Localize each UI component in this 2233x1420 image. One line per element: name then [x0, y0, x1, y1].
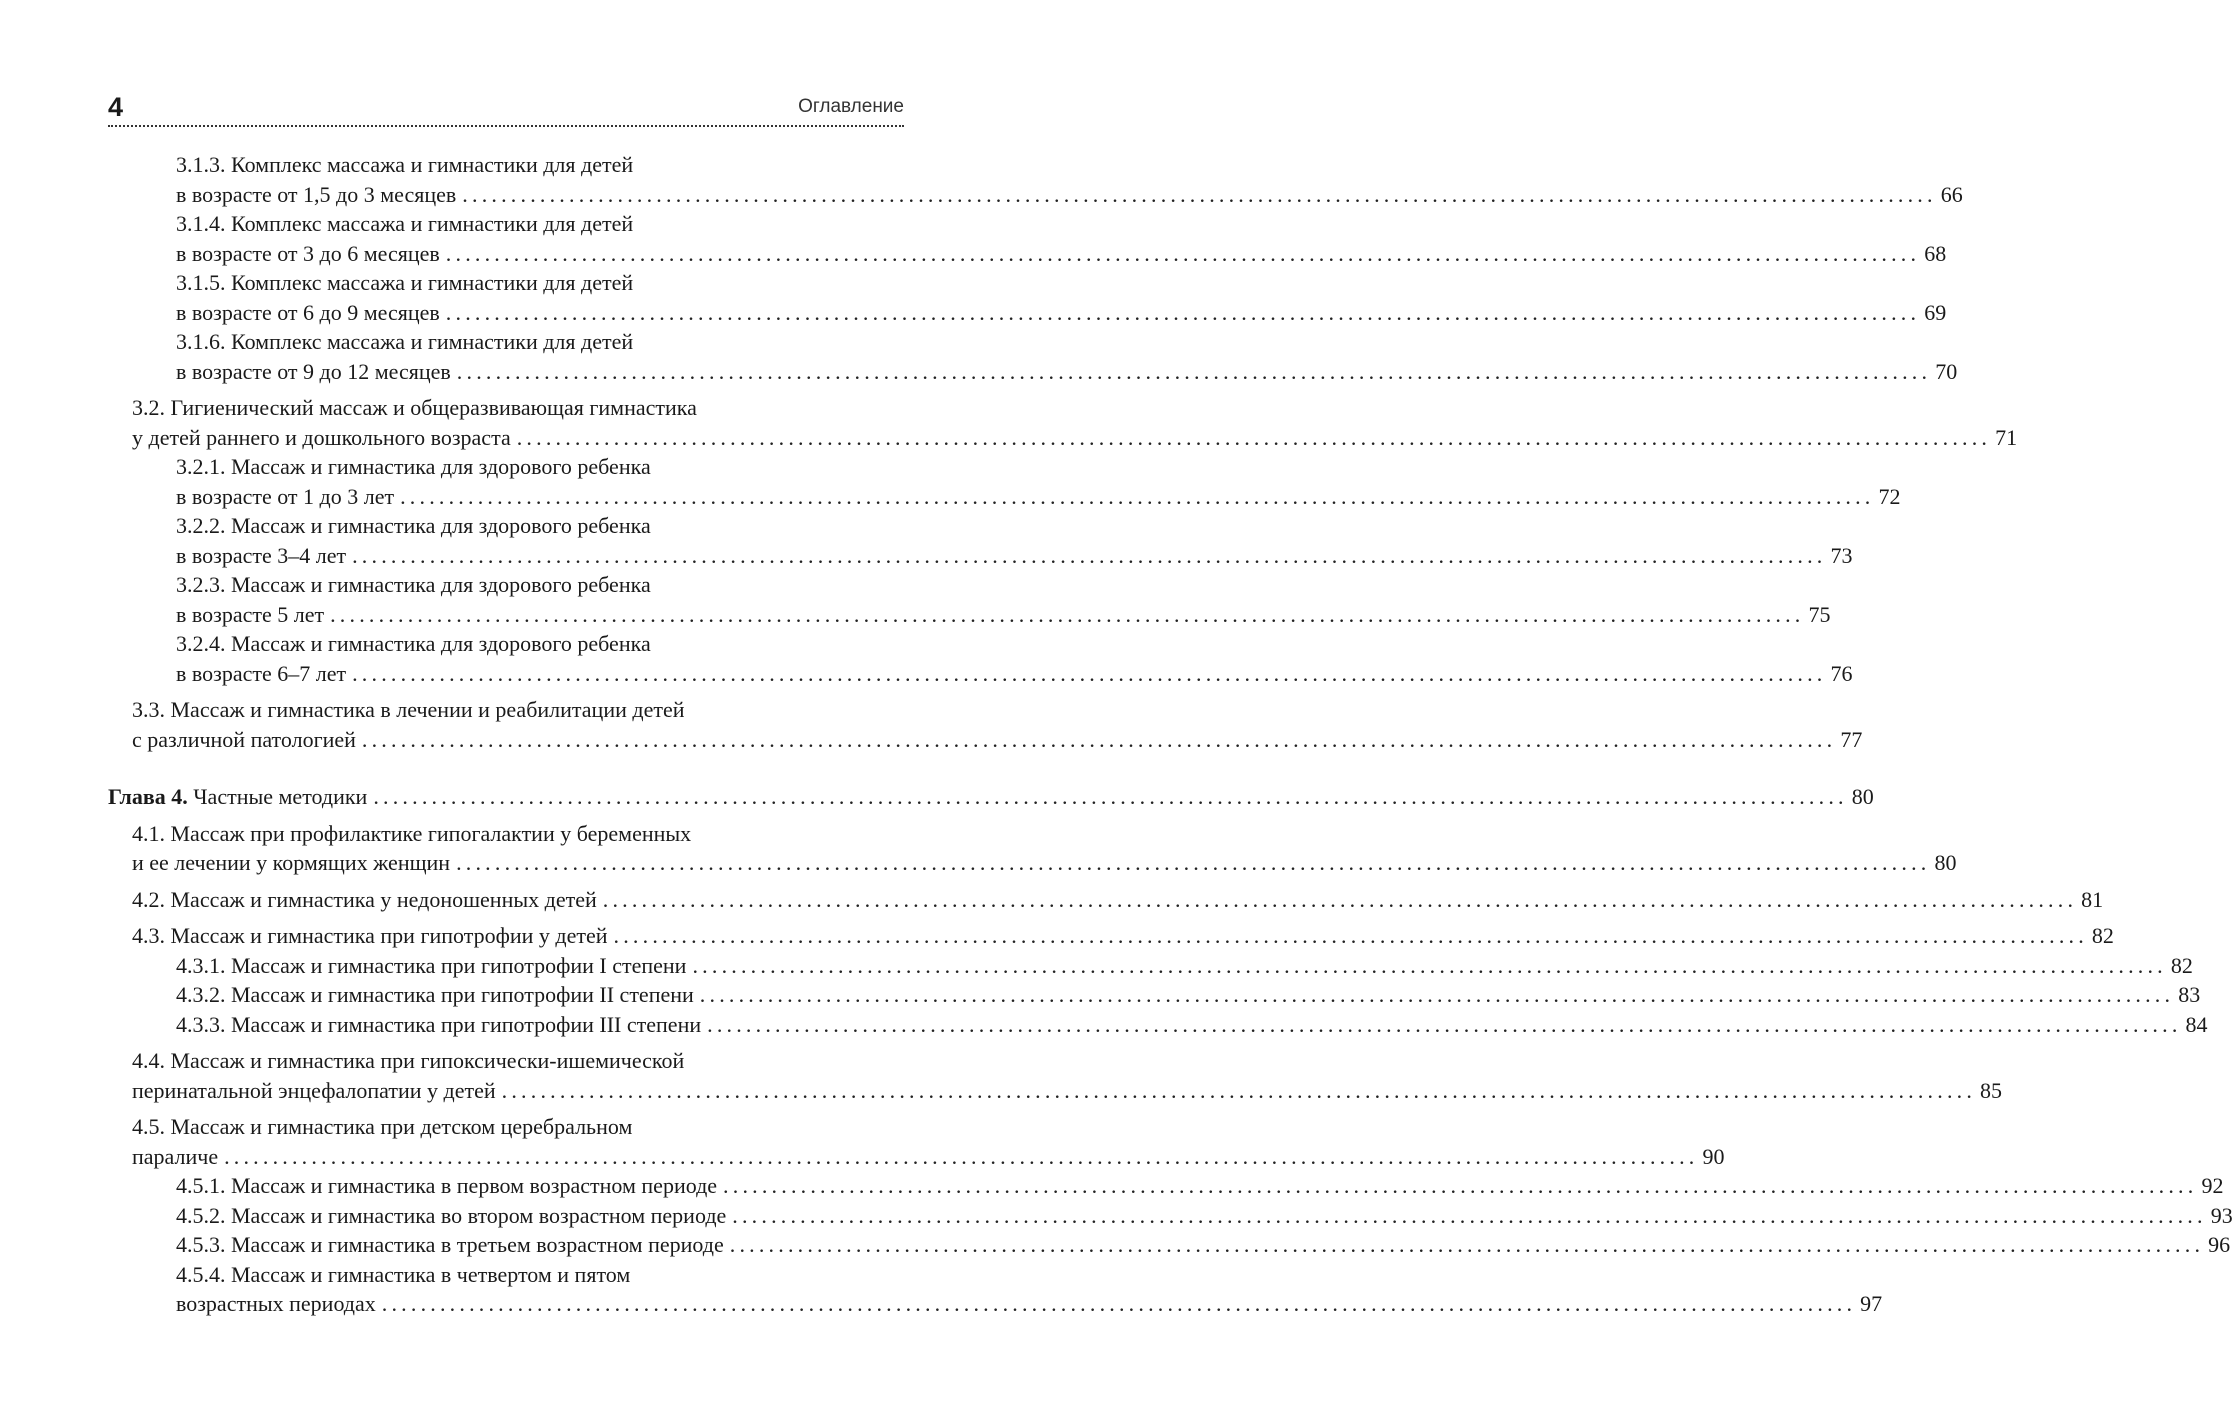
- toc-entry[interactable]: [108, 393, 2018, 452]
- toc-entry[interactable]: [108, 1112, 1725, 1171]
- toc-entry-title: 3.2.4. Массаж и гимнастика для здорового ребенка: [176, 631, 651, 656]
- dot-leader: ........................................................................................................................................................: [224, 1143, 1699, 1169]
- toc-entry[interactable]: [108, 511, 1853, 570]
- toc-page-number[interactable]: 96: [2208, 1232, 2231, 1257]
- toc-page-number[interactable]: 75: [1808, 601, 1831, 627]
- dot-leader: ........................................................................................................................................................: [400, 483, 1875, 509]
- toc-page-number[interactable]: 80: [1934, 850, 1957, 875]
- toc-entry-line: [176, 951, 2193, 981]
- toc-page-number[interactable]: 72: [1878, 483, 1901, 509]
- page-number: 4: [108, 92, 124, 122]
- header-dotted-rule: [108, 125, 904, 127]
- toc-entry[interactable]: [108, 1046, 2003, 1105]
- toc-entry-text: 4.2. Массаж и гимнастика у недоношенных детей: [132, 886, 597, 912]
- dot-leader: ........................................................................................................................................................: [501, 1077, 1977, 1103]
- dot-leader: ........................................................................................................................................................: [692, 952, 2167, 978]
- toc-entry-title: 3.2. Гигиенический массаж и общеразвивающая гимнастика: [132, 395, 697, 420]
- running-title: Оглавление: [798, 96, 904, 117]
- toc-entry-line: [132, 848, 1957, 878]
- toc-entry-text: в возрасте от 3 до 6 месяцев: [176, 240, 440, 266]
- chapter-label: Глава 4.: [108, 784, 188, 809]
- toc-page-number[interactable]: 84: [2185, 1011, 2208, 1037]
- toc-entry[interactable]: [108, 1230, 2231, 1260]
- toc-entry-title: 3.3. Массаж и гимнастика в лечении и реабилитации детей: [132, 697, 685, 722]
- dot-leader: ........................................................................................................................................................: [516, 424, 1992, 450]
- dot-leader: ........................................................................................................................................................: [352, 660, 1827, 686]
- toc-page-number[interactable]: 69: [1924, 299, 1947, 325]
- toc-page-number[interactable]: 93: [2210, 1202, 2233, 1228]
- toc-entry[interactable]: [108, 980, 2201, 1010]
- toc-entry[interactable]: [108, 327, 1958, 386]
- toc-entry-title: 4.1. Массаж при профилактике гипогалактии у беременных: [132, 820, 692, 846]
- toc-page-number[interactable]: 81: [2081, 886, 2104, 912]
- toc-page-number[interactable]: 76: [1830, 660, 1853, 686]
- toc-entry-line: [176, 482, 1901, 512]
- toc-entry-text: возрастных периодах: [176, 1291, 376, 1316]
- dot-leader: ........................................................................................................................................................: [729, 1232, 2205, 1257]
- toc-entry-title: 4.5. Массаж и гимнастика при детском церебральном: [132, 1114, 633, 1139]
- toc-entry-text: 4.5.1. Массаж и гимнастика в первом возрастном периоде: [176, 1173, 718, 1198]
- toc-entry-line: [132, 1076, 2003, 1106]
- toc-entry-line: [132, 921, 2114, 951]
- toc-page-number[interactable]: 92: [2201, 1173, 2224, 1198]
- dot-leader: ........................................................................................................................................................: [445, 240, 1921, 266]
- dot-leader: ........................................................................................................................................................: [456, 850, 1931, 875]
- page-header: [108, 92, 904, 132]
- toc-entry-text: в возрасте от 6 до 9 месяцев: [176, 299, 440, 325]
- toc-entry-text: 4.5.2. Массаж и гимнастика во втором возрастном периоде: [176, 1202, 727, 1228]
- dot-leader: ........................................................................................................................................................: [602, 886, 2078, 912]
- toc-page-number[interactable]: 97: [1860, 1291, 1883, 1316]
- dot-leader: ........................................................................................................................................................: [445, 299, 1921, 325]
- dot-leader: ........................................................................................................................................................: [381, 1291, 1857, 1316]
- toc-entry[interactable]: [108, 951, 2193, 981]
- dot-leader: ........................................................................................................................................................: [732, 1202, 2207, 1228]
- toc-entry-text: в возрасте от 9 до 12 месяцев: [176, 358, 451, 384]
- toc-entry[interactable]: [108, 819, 1957, 878]
- toc-page-number[interactable]: 82: [2170, 952, 2193, 978]
- toc-entry-line: [176, 659, 1853, 689]
- toc-entry-title: 3.1.5. Комплекс массажа и гимнастики для детей: [176, 270, 634, 295]
- toc-entry-text: в возрасте 5 лет: [176, 601, 325, 627]
- toc-entry[interactable]: [108, 921, 2114, 951]
- dot-leader: ........................................................................................................................................................: [330, 601, 1805, 627]
- dot-leader: ........................................................................................................................................................: [373, 784, 1848, 809]
- toc-page-number[interactable]: 85: [1980, 1077, 2003, 1103]
- toc-page-number[interactable]: 80: [1851, 784, 1874, 809]
- toc-page-number[interactable]: 77: [1840, 726, 1863, 752]
- toc-entry-text: и ее лечении у кормящих женщин: [132, 850, 451, 875]
- toc-entry-text: у детей раннего и дошкольного возраста: [132, 424, 511, 450]
- toc-entry[interactable]: [108, 885, 2104, 915]
- toc-entry-text: параличе: [132, 1143, 219, 1169]
- toc-entry-title: 3.2.1. Массаж и гимнастика для здорового ребенка: [176, 454, 651, 479]
- toc-entry-title: 3.2.3. Массаж и гимнастика для здорового ребенка: [176, 572, 651, 597]
- toc-entry-text: [108, 782, 367, 812]
- toc-entry-title: 3.1.6. Комплекс массажа и гимнастики для детей: [176, 329, 634, 354]
- toc-entry-line: [132, 1142, 1725, 1172]
- toc-entry-text: в возрасте от 1 до 3 лет: [176, 483, 395, 509]
- toc-entry-line: [176, 980, 2201, 1010]
- toc-entry-line: [176, 357, 1958, 387]
- toc-page-number[interactable]: 71: [1995, 424, 2018, 450]
- toc-entry[interactable]: [108, 150, 1963, 209]
- toc-entry-text: 4.3.1. Массаж и гимнастика при гипотрофии I степени: [176, 952, 687, 978]
- chapter-title: Частные методики: [193, 784, 368, 809]
- toc-entry-title: 3.1.4. Комплекс массажа и гимнастики для детей: [176, 211, 634, 236]
- toc-entry[interactable]: [108, 1260, 1883, 1319]
- dot-leader: ........................................................................................................................................................: [699, 982, 2175, 1007]
- toc-entry-line: [176, 1289, 1883, 1319]
- dot-leader: ........................................................................................................................................................: [723, 1173, 2198, 1198]
- toc-entry-line: [176, 600, 1831, 630]
- toc-page-number[interactable]: 73: [1830, 542, 1853, 568]
- table-of-contents: [108, 150, 2233, 1319]
- toc-entry-line: [132, 885, 2104, 915]
- toc-entry-text: 4.3. Массаж и гимнастика при гипотрофии у детей: [132, 923, 608, 948]
- toc-entry[interactable]: [108, 1201, 2233, 1231]
- dot-leader: ........................................................................................................................................................: [361, 726, 1837, 752]
- toc-entry-line: [176, 1010, 2208, 1040]
- toc-entry-line: [132, 423, 2018, 453]
- toc-entry-text: перинатальной энцефалопатии у детей: [132, 1077, 496, 1103]
- dot-leader: ........................................................................................................................................................: [707, 1011, 2182, 1037]
- toc-entry[interactable]: [108, 629, 1853, 688]
- toc-entry-line: [176, 1171, 2224, 1201]
- toc-entry-line: [176, 298, 1947, 328]
- toc-entry-text: с различной патологией: [132, 726, 356, 752]
- toc-entry[interactable]: [108, 452, 1901, 511]
- dot-leader: ........................................................................................................................................................: [352, 542, 1827, 568]
- toc-entry[interactable]: [108, 570, 1831, 629]
- toc-chapter-entry[interactable]: [108, 782, 1874, 812]
- toc-page-number[interactable]: 66: [1940, 181, 1963, 207]
- toc-page-number[interactable]: 68: [1924, 240, 1947, 266]
- toc-page-number[interactable]: 70: [1935, 358, 1958, 384]
- toc-entry-line: [176, 1201, 2233, 1231]
- toc-entry[interactable]: [108, 268, 1947, 327]
- toc-entry[interactable]: [108, 209, 1947, 268]
- toc-entry-line: [176, 180, 1963, 210]
- toc-entry[interactable]: [108, 1010, 2208, 1040]
- toc-entry-text: в возрасте 3–4 лет: [176, 542, 347, 568]
- toc-entry-text: 4.3.2. Массаж и гимнастика при гипотрофии II степени: [176, 982, 694, 1007]
- toc-entry-title: 4.4. Массаж и гимнастика при гипоксически-ишемической: [132, 1048, 685, 1073]
- toc-entry-text: в возрасте от 1,5 до 3 месяцев: [176, 181, 457, 207]
- dot-leader: ........................................................................................................................................................: [613, 923, 2088, 948]
- toc-page-number[interactable]: 90: [1702, 1143, 1725, 1169]
- toc-entry-text: 4.3.3. Массаж и гимнастика при гипотрофии III степени: [176, 1011, 702, 1037]
- toc-entry-line: [132, 725, 1863, 755]
- toc-page-number[interactable]: 83: [2178, 982, 2201, 1007]
- toc-entry-line: [176, 541, 1853, 571]
- toc-page-number[interactable]: 82: [2091, 923, 2114, 948]
- toc-entry-title: 3.1.3. Комплекс массажа и гимнастики для детей: [176, 152, 634, 177]
- toc-entry-line: [108, 782, 1874, 812]
- toc-entry-text: в возрасте 6–7 лет: [176, 660, 347, 686]
- toc-entry-title: 4.5.4. Массаж и гимнастика в четвертом и пятом: [176, 1261, 631, 1287]
- toc-entry[interactable]: [108, 695, 1863, 754]
- toc-entry-text: 4.5.3. Массаж и гимнастика в третьем возрастном периоде: [176, 1232, 724, 1257]
- dot-leader: ........................................................................................................................................................: [456, 358, 1932, 384]
- toc-entry[interactable]: [108, 1171, 2224, 1201]
- toc-entry-title: 3.2.2. Массаж и гимнастика для здорового ребенка: [176, 513, 651, 538]
- toc-entry-line: [176, 1230, 2231, 1260]
- dot-leader: ........................................................................................................................................................: [462, 181, 1937, 207]
- toc-entry-line: [176, 239, 1947, 269]
